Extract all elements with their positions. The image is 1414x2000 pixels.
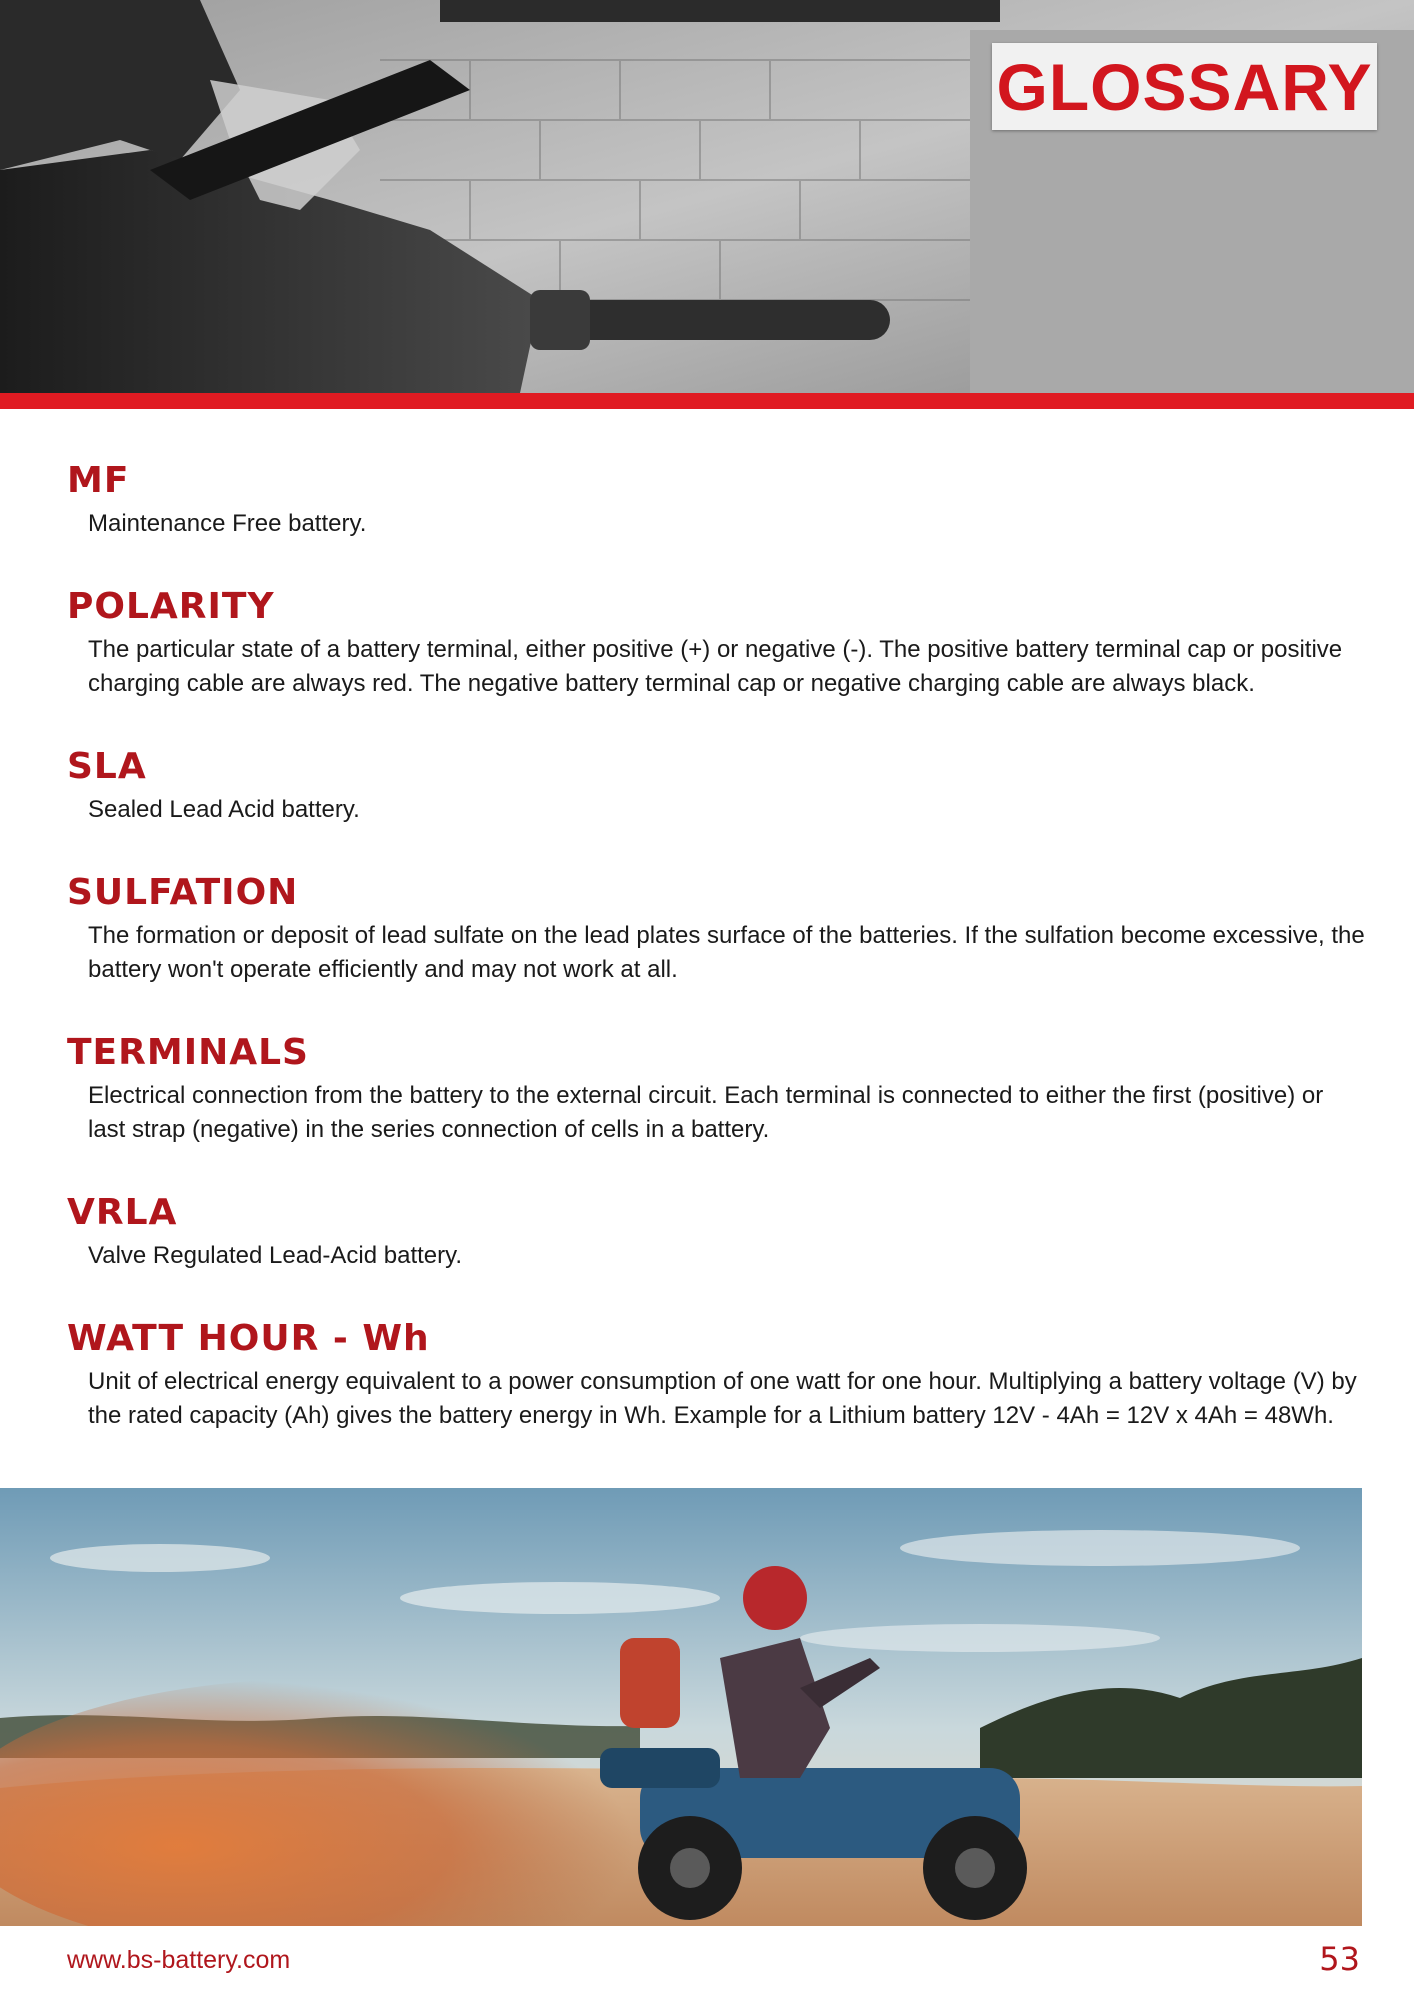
atv-photo	[0, 1488, 1362, 1926]
glossary-definition: The formation or deposit of lead sulfate on the lead plates surface of the batteries. If the sulfation become excessive, the battery won't operate efficiently and may not work at all.	[88, 922, 1365, 983]
website-link[interactable]: www.bs-battery.com	[67, 1946, 291, 1974]
glossary-definition: Valve Regulated Lead-Acid battery.	[88, 1242, 463, 1269]
glossary-definition: Maintenance Free battery.	[88, 510, 367, 537]
glossary-definition: Sealed Lead Acid battery.	[88, 796, 360, 823]
glossary-term: TERMINALS	[67, 1032, 309, 1073]
glossary-term: POLARITY	[67, 586, 275, 627]
glossary-term: WATT HOUR - Wh	[67, 1318, 430, 1359]
glossary-term: SULFATION	[67, 872, 299, 913]
glossary-term: MF	[67, 460, 130, 501]
glossary-title-box	[992, 43, 1377, 130]
glossary-definition: Unit of electrical energy equivalent to a power consumption of one watt for one hour. Multiplying a battery voltage (V) by the rated capacity (Ah) gives the battery energy in Wh. Example for a Lithium battery 12V - 4Ah = 12V x 4Ah = 48Wh.	[88, 1368, 1357, 1429]
glossary-entry	[67, 455, 1367, 541]
glossary-entry	[67, 867, 1367, 987]
glossary-list	[67, 455, 1367, 1473]
accent-divider	[0, 393, 1414, 409]
glossary-entry	[67, 1313, 1367, 1433]
glossary-entry	[67, 1187, 1367, 1273]
page-number: 53	[1319, 1940, 1360, 1978]
glossary-term: VRLA	[67, 1192, 178, 1233]
glossary-definition: Electrical connection from the battery to the external circuit. Each terminal is connected to either the first (positive) or last strap (negative) in the series connection of cells in a battery.	[88, 1082, 1324, 1143]
glossary-entry	[67, 741, 1367, 827]
header-photo	[0, 0, 1414, 393]
atv-photo-illustration	[0, 1488, 1362, 1926]
glossary-term: SLA	[67, 746, 147, 787]
page-title: GLOSSARY	[996, 49, 1373, 124]
glossary-entry	[67, 581, 1367, 701]
glossary-definition: The particular state of a battery terminal, either positive (+) or negative (-). The positive battery terminal cap or positive charging cable are always red. The negative battery terminal cap or negative charging cable are always black.	[88, 636, 1343, 697]
glossary-entry	[67, 1027, 1367, 1147]
